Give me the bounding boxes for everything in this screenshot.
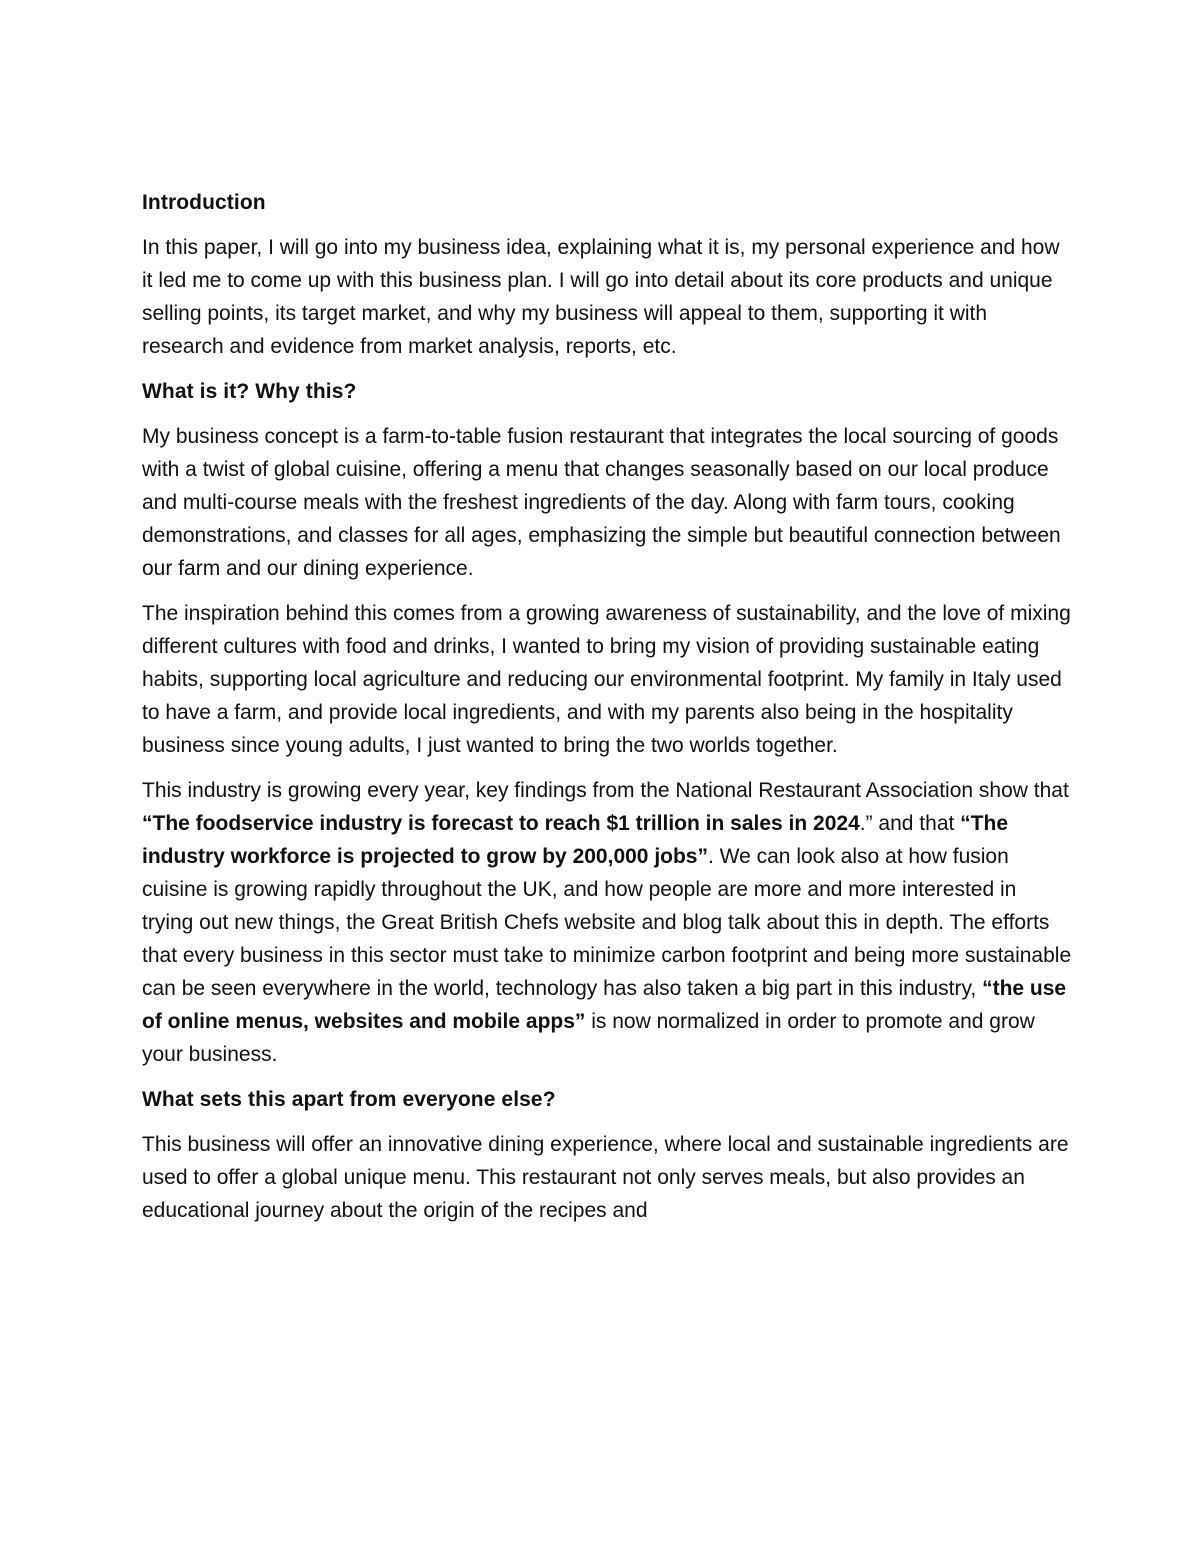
bold-quote: “The industry workforce is projected to grow by 200,000 jobs”	[142, 812, 1009, 868]
paragraph	[142, 1128, 1072, 1227]
section-heading: What sets this apart from everyone else?	[142, 1088, 556, 1111]
text-run: .” and that	[859, 812, 961, 835]
text-run: In this paper, I will go into my business idea, explaining what it is, my personal experience and how it led me to come up with this business plan. I will go into detail about its core products and unique selling points, its target market, and why my business will appeal to them, supporting it with research and evidence from market analysis, reports, etc.	[142, 236, 1060, 358]
text-run: . We can look also at how fusion cuisine is growing rapidly throughout the UK, and how people are more and more interested in trying out new things, the Great British Chefs website and blog talk about this in depth. The efforts that every business in this sector must take to minimize carbon footprint and being more sustainable can be seen everywhere in the world, technology has also taken a big part in this industry,	[142, 845, 1072, 1000]
text-run: This business will offer an innovative dining experience, where local and sustainable ingredients are used to offer a global unique menu. This restaurant not only serves meals, but also provides an educational journey about the origin of the recipes and	[142, 1133, 1069, 1222]
paragraph	[142, 231, 1072, 363]
text-run: is now normalized in order to promote and grow your business.	[142, 1010, 1035, 1066]
section-introduction	[142, 186, 1072, 363]
text-run: My business concept is a farm-to-table fusion restaurant that integrates the local sourcing of goods with a twist of global cuisine, offering a menu that changes seasonally based on our local produce and multi-course meals with the freshest ingredients of the day. Along with farm tours, cooking demonstrations, and classes for all ages, emphasizing the simple but beautiful connection between our farm and our dining experience.	[142, 425, 1061, 580]
paragraph	[142, 420, 1072, 585]
bold-quote: “The foodservice industry is forecast to reach $1 trillion in sales in 2024	[142, 812, 860, 835]
text-run: This industry is growing every year, key findings from the National Restaurant Association show that	[142, 779, 1069, 802]
section-what-is-it	[142, 375, 1072, 1071]
paragraph	[142, 597, 1072, 762]
section-heading: What is it? Why this?	[142, 380, 357, 403]
section-what-sets-apart	[142, 1083, 1072, 1227]
paragraph	[142, 774, 1072, 1071]
section-heading: Introduction	[142, 191, 266, 214]
bold-quote: “the use of online menus, websites and mobile apps”	[142, 977, 1067, 1033]
document-page	[142, 186, 1072, 1239]
text-run: The inspiration behind this comes from a growing awareness of sustainability, and the love of mixing different cultures with food and drinks, I wanted to bring my vision of providing sustainable eating habits, supporting local agriculture and reducing our environmental footprint. My family in Italy used to have a farm, and provide local ingredients, and with my parents also being in the hospitality business since young adults, I just wanted to bring the two worlds together.	[142, 602, 1071, 757]
